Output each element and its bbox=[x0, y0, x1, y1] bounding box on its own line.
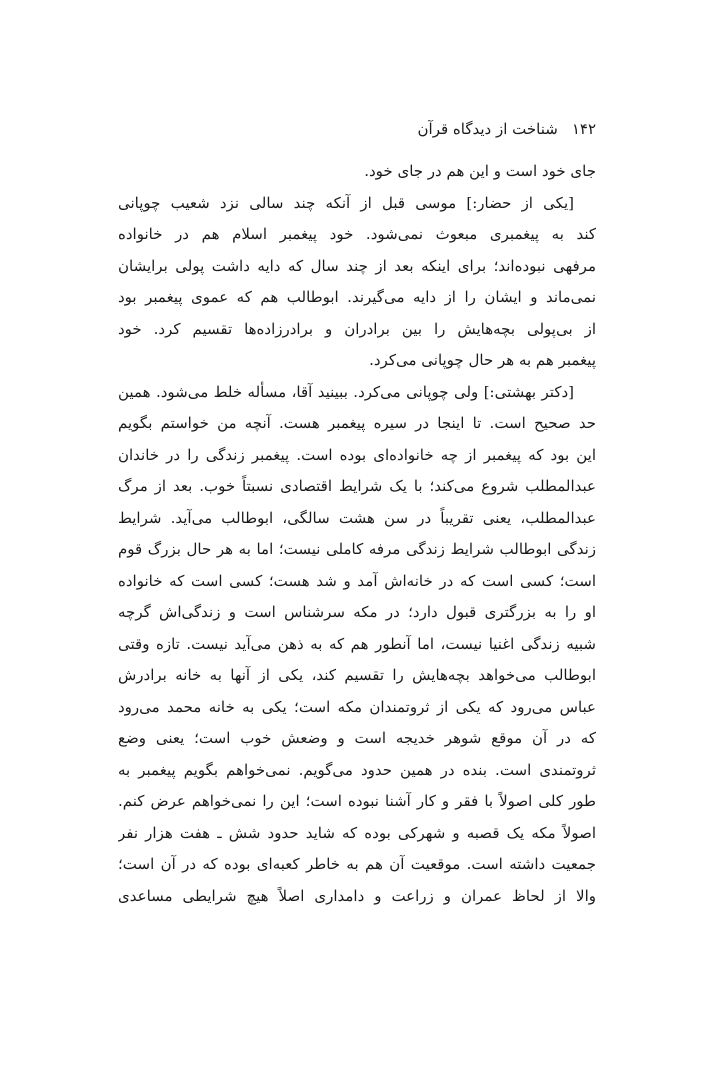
text-line: اصولاً مکه یک قصبه و شهرکی بوده که شاید حدود شش ـ هفت هزار نفر bbox=[118, 823, 596, 842]
text-line: از بی‌پولی بچه‌هایش را بین برادران و برادرزاده‌ها تقسیم کرد. خود bbox=[118, 319, 596, 338]
text-line: [یکی از حضار:] موسی قبل از آنکه چند سالی نزد شعیب چوپانی bbox=[118, 193, 574, 212]
text-line: این بود که پیغمبر از چه خانواده‌ای بوده است. پیغمبر زندگی را در خاندان bbox=[118, 445, 596, 464]
text-line: عباس می‌رود که یکی از ثروتمندان مکه است؛ یکی به خانه محمد می‌رود bbox=[118, 697, 596, 716]
text-line: مرفهی نبوده‌اند؛ برای اینکه بعد از چند سال که دایه داشت پولی برایشان bbox=[118, 256, 596, 275]
text-line: ثروتمندی است. بنده در همین حدود می‌گویم. نمی‌خواهم بگویم پیغمبر به bbox=[118, 760, 596, 779]
text-line: جمعیت داشته است. موقعیت آن هم به خاطر کعبه‌ای بوده که در آن است؛ bbox=[118, 855, 596, 873]
text-line: والا از لحاظ عمران و زراعت و دامداری اصلاً هیچ شرایطی مساعدی bbox=[118, 886, 596, 905]
text-line: [دکتر بهشتی:] ولی چوپانی می‌کرد. ببینید آقا، مسأله خلط می‌شود. همین bbox=[118, 382, 574, 401]
body-text bbox=[118, 156, 596, 912]
book-page bbox=[118, 118, 596, 938]
text-line: حد صحیح است. تا اینجا در سیره پیغمبر هست. آنچه من خواستم بگویم bbox=[118, 414, 596, 432]
text-line: است؛ کسی است که در خانه‌اش آمد و شد هست؛ کسی است که خانواده bbox=[118, 571, 596, 590]
chapter-title: شناخت از دیدگاه قرآن bbox=[417, 120, 558, 138]
text-line: عبدالمطلب، یعنی تقریباً در سن هشت سالگی، ابوطالب می‌آید. شرایط bbox=[118, 508, 596, 527]
text-line: زندگی ابوطالب شرایط زندگی مرفه کاملی نیست؛ اما به هر حال بزرگ قوم bbox=[118, 540, 596, 558]
text-line: ابوطالب می‌خواهد بچه‌هایش را تقسیم کند، یکی از آنها به خانه برادرش bbox=[118, 666, 596, 684]
running-head bbox=[118, 118, 596, 142]
text-line: کند به پیغمبری مبعوث نمی‌شود. خود پیغمبر اسلام هم در خانواده bbox=[118, 225, 596, 243]
page-number: ۱۴۲ bbox=[571, 120, 596, 138]
text-line: او را به بزرگتری قبول دارد؛ در مکه سرشناس است و زندگی‌اش گرچه bbox=[118, 603, 596, 621]
text-line: که در آن موقع شوهر خدیجه است و وضعش خوب است؛ یعنی وضع bbox=[118, 729, 596, 747]
text-line: نمی‌ماند و ایشان را از دایه می‌گیرند. ابوطالب هم که عموی پیغمبر بود bbox=[118, 288, 596, 306]
text-line: شبیه زندگی اغنیا نیست، اما آنطور هم که به ذهن می‌آید نیست. تازه وقتی bbox=[118, 634, 596, 653]
text-line: طور کلی اصولاً با فقر و کار آشنا نبوده است؛ این را نمی‌خواهم عرض کنم. bbox=[118, 792, 596, 810]
text-line: پیغمبر هم به هر حال چوپانی می‌کرد. bbox=[369, 351, 596, 369]
text-line: جای خود است و این هم در جای خود. bbox=[364, 162, 596, 180]
text-line: عبدالمطلب شروع می‌کند؛ با یک شرایط اقتصادی نسبتاً خوب. بعد از مرگ bbox=[118, 477, 596, 495]
